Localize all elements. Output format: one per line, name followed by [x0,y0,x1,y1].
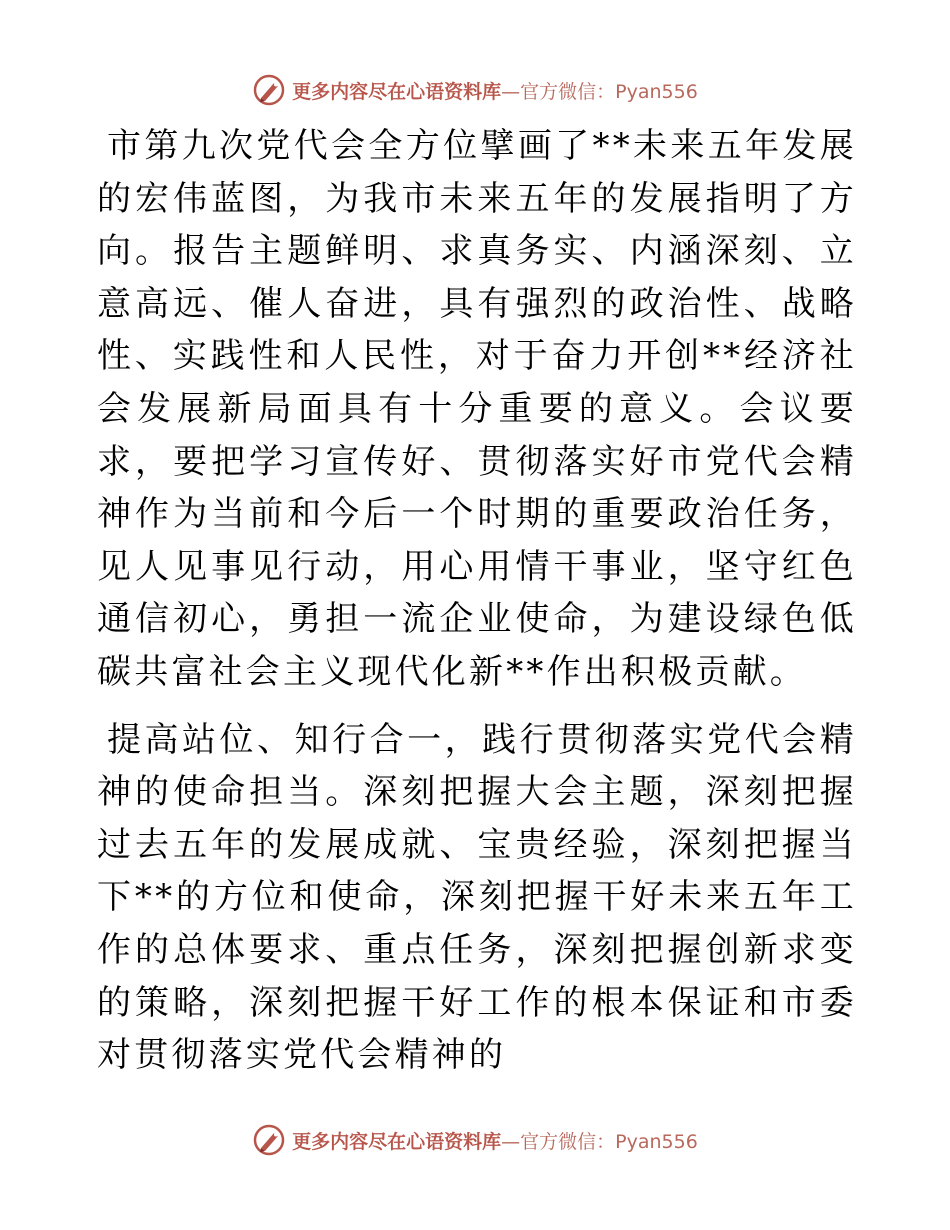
banner-text-main: 更多内容尽在心语资料库 [292,1130,502,1153]
paragraph-1: 市第九次党代会全方位擘画了**未来五年发展的宏伟蓝图，为我市未来五年的发展指明了方向。报告主题鲜明、求真务实、内涵深刻、立意高远、催人奋进，具有强烈的政治性、战略性、实践性和人民性，对于奋力开创**经济社会发展新局面具有十分重要的意义。会议要求，要把学习宣传好、贯彻落实好市党代会精神作为当前和今后一个时期的重要政治任务，见人见事见行动，用心用情干事业，坚守红色通信初心，勇担一流企业使命，为建设绿色低碳共富社会主义现代化新**作出积极贡献。 [97,126,857,692]
banner-text [292,77,698,104]
pen-logo-icon [252,73,286,107]
banner-text [292,1127,698,1154]
banner-text-rest: —官方微信：Pyan556 [501,80,698,103]
footer-banner [0,1120,950,1160]
banner-text-rest: —官方微信：Pyan556 [501,1130,698,1153]
banner-text-main: 更多内容尽在心语资料库 [292,80,502,103]
pen-logo-icon [252,1123,286,1157]
document-body [97,120,857,1082]
header-banner [0,70,950,110]
paragraph-2: 提高站位、知行合一，践行贯彻落实党代会精神的使命担当。深刻把握大会主题，深刻把握过去五年的发展成就、宝贵经验，深刻把握当下**的方位和使命，深刻把握干好未来五年工作的总体要求、重点任务，深刻把握创新求变的策略，深刻把握干好工作的根本保证和市委对贯彻落实党代会精神的 [97,719,857,1076]
